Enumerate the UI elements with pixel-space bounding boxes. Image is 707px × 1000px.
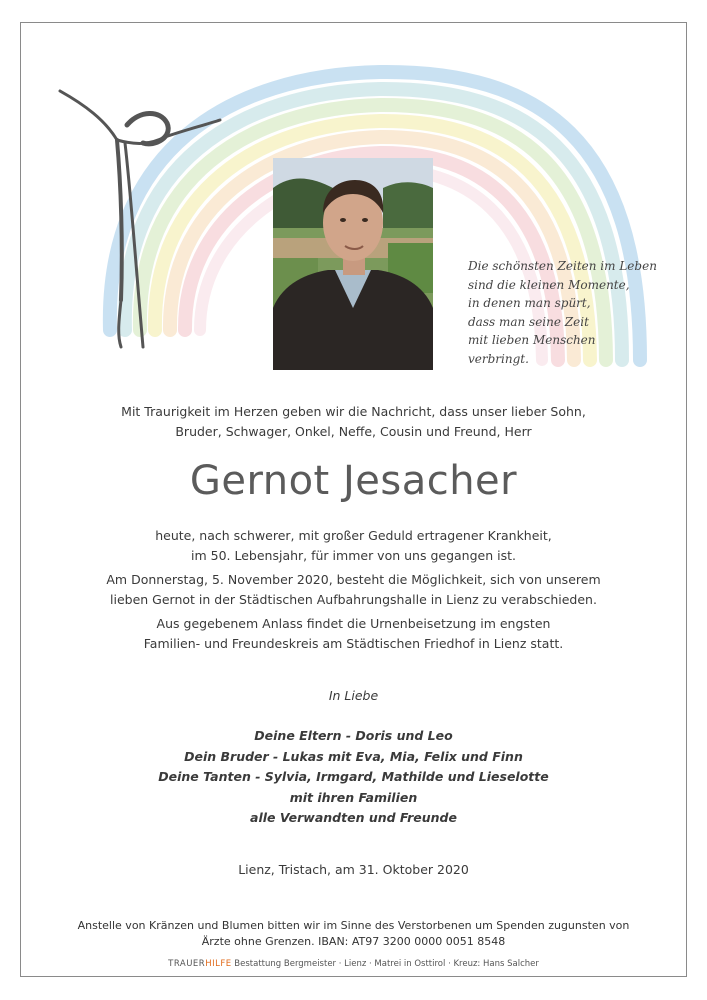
quote-line: verbringt. [468, 351, 529, 366]
mourner-line: Deine Eltern - Doris und Leo [254, 728, 453, 743]
mourners-list [20, 726, 687, 829]
in-love-label: In Liebe [328, 688, 379, 703]
mourner-line: mit ihren Familien [289, 789, 418, 805]
place-date: Lienz, Tristach, am 31. Oktober 2020 [238, 862, 469, 877]
quote-line: dass man seine Zeit [468, 314, 589, 329]
quote-line: in denen man spürt, [468, 296, 591, 310]
quote-line: mit lieben Menschen [468, 333, 596, 347]
passing-line-1: heute, nach schwerer, mit großer Geduld ertragener Krankheit, [155, 528, 552, 543]
burial-line-2: Familien- und Freundeskreis am Städtischen Friedhof in Lienz statt. [143, 635, 564, 651]
burial-text [20, 614, 687, 653]
quote-line: Die schönsten Zeiten im Leben [468, 259, 657, 273]
donation-note [20, 918, 687, 950]
donation-line-1: Anstelle von Kränzen und Blumen bitten wir im Sinne des Verstorbenen um Spenden zugunsten von [77, 919, 630, 932]
donation-line-2: Ärzte ohne Grenzen. IBAN: AT97 3200 0000 0051 8548 [201, 935, 506, 948]
intro-text [20, 402, 687, 441]
burial-line-1: Aus gegebenem Anlass findet die Urnenbeisetzung im engsten [156, 616, 551, 631]
brand-logo-part-2: HILFE [205, 959, 232, 969]
farewell-line-1: Am Donnerstag, 5. November 2020, besteht die Möglichkeit, sich von unserem [106, 572, 601, 587]
footer-credit-text: Bestattung Bergmeister · Lienz · Matrei in Osttirol · Kreuz: Hans Salcher [231, 959, 539, 969]
quote-block [468, 257, 668, 368]
footer-credit [20, 959, 687, 969]
farewell-line-2: lieben Gernot in der Städtischen Aufbahrungshalle in Lienz zu verabschieden. [110, 591, 597, 607]
quote-line: sind die kleinen Momente, [468, 277, 630, 292]
mourner-line: Dein Bruder - Lukas mit Eva, Mia, Felix und Finn [184, 748, 523, 764]
passing-text [20, 526, 687, 565]
portrait-photo [273, 158, 433, 370]
brand-logo-part-1: TRAUER [168, 959, 206, 969]
portrait-image [273, 158, 433, 370]
figure-icon [55, 85, 225, 355]
farewell-text [20, 570, 687, 609]
intro-line-2: Bruder, Schwager, Onkel, Neffe, Cousin und Freund, Herr [175, 423, 532, 439]
deceased-name: Gernot Jesacher [189, 458, 518, 504]
mourner-line: Deine Tanten - Sylvia, Irmgard, Mathilde und Lieselotte [158, 769, 549, 784]
intro-line-1: Mit Traurigkeit im Herzen geben wir die Nachricht, dass unser lieber Sohn, [121, 404, 586, 419]
passing-line-2: im 50. Lebensjahr, für immer von uns gegangen ist. [191, 547, 516, 563]
mourner-line: alle Verwandten und Freunde [250, 810, 457, 825]
